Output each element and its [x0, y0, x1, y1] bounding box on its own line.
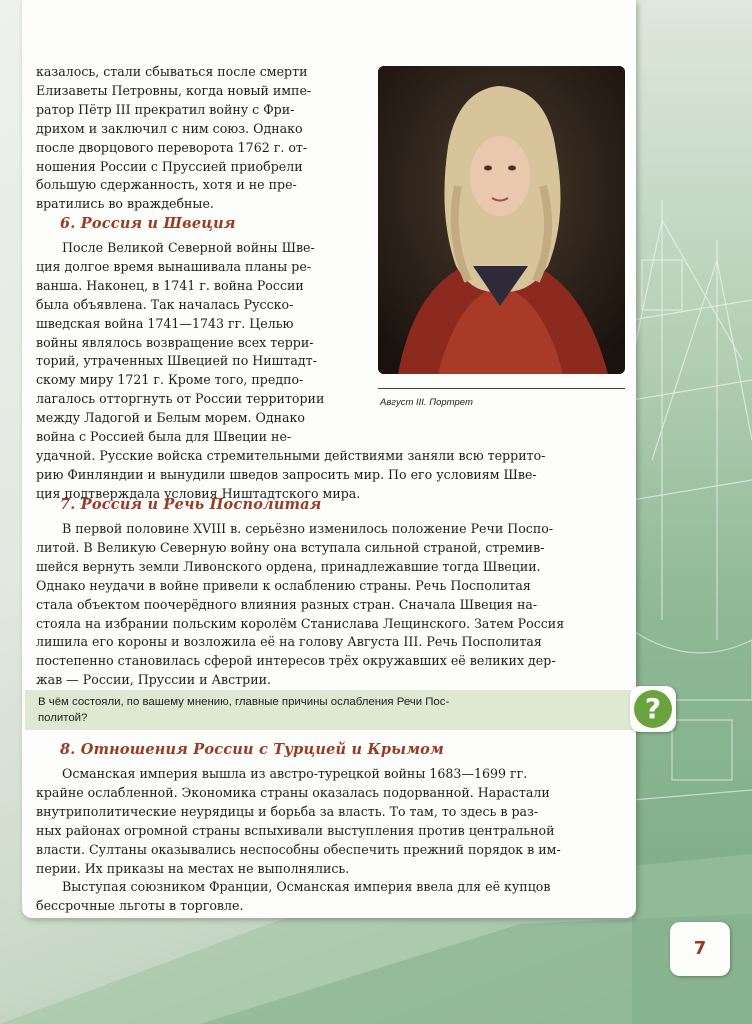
section-7-paragraph — [36, 520, 626, 690]
portrait-painting — [378, 66, 625, 374]
section-8-paragraph — [36, 765, 626, 916]
text-line: Османская империя вышла из австро-турецкой войны 1683—1699 гг. — [62, 766, 528, 781]
text-line: шведская война 1741—1743 гг. Целью — [36, 315, 294, 331]
text-line: казалось, стали сбываться после смерти — [36, 64, 308, 79]
text-line: после дворцового переворота 1762 г. от- — [36, 139, 308, 155]
question-mark-icon: ? — [634, 690, 672, 728]
text-line: В первой половине XVIII в. серьёзно изменилось положение Речи Поспо- — [62, 521, 554, 536]
text-line: Елизаветы Петровны, когда новый импе- — [36, 82, 312, 98]
text-line: дрихом и заключил с ним союз. Однако — [36, 120, 303, 136]
text-line: между Ладогой и Белым морем. Однако — [36, 410, 305, 426]
portrait-caption: Август III. Портрет — [380, 397, 473, 408]
text-line: После Великой Северной войны Шве- — [62, 240, 315, 255]
text-line: скому миру 1721 г. Кроме того, предпо- — [36, 372, 304, 388]
page-number: 7 — [670, 922, 730, 976]
text-line: крайне ослабленной. Экономика страны оказалась подорванной. Нарастали — [36, 784, 550, 800]
text-line: стояла на избрании польским королём Станислава Лещинского. Затем Россия — [36, 615, 565, 631]
portrait-image — [378, 66, 625, 374]
text-line: Однако неудачи в войне привели к ослаблению страны. Речь Посполитая — [36, 577, 531, 593]
ship-engraving-illustration — [632, 200, 752, 880]
text-line: жав — России, Пруссии и Австрии. — [36, 672, 271, 688]
text-line: шейся вернуть земли Ливонского ордена, принадлежавшие тогда Швеции. — [36, 558, 541, 574]
text-line: литой. В Великую Северную войну она вступала сильной страной, стремив- — [36, 539, 545, 555]
text-line: большую сдержанность, хотя и не пре- — [36, 177, 297, 193]
caption-divider — [378, 388, 625, 389]
text-line: ция подтверждала условия Ништадтского мира. — [36, 485, 361, 501]
intro-paragraph — [36, 63, 366, 214]
text-line: лагалось отторгнуть от России территории — [36, 391, 325, 407]
section-8-heading: 8. Отношения России с Турцией и Крымом — [60, 741, 445, 758]
question-line: политой? — [38, 712, 88, 724]
text-line: удачной. Русские войска стремительными действиями заняли всю террито- — [36, 448, 546, 463]
text-line: постепенно становилась сферой интересов трёх окружавших её великих дер- — [36, 653, 556, 669]
text-line: вратились во враждебные. — [36, 196, 214, 212]
question-text — [38, 694, 618, 726]
question-badge — [630, 686, 676, 732]
text-line: ношения России с Пруссией приобрели — [36, 158, 303, 174]
text-line: ванша. Наконец, в 1741 г. война России — [36, 277, 304, 293]
text-line: лишила его короны и возложила её на голову Августа III. Речь Посполитая — [36, 634, 542, 650]
section-6-paragraph — [36, 239, 366, 447]
text-line: стала объектом поочерёдного влияния разных стран. Сначала Швеция на- — [36, 596, 538, 612]
text-line: ция долгое время вынашивала планы ре- — [36, 258, 312, 274]
section-7-heading: 7. Россия и Речь Посполитая — [60, 496, 322, 513]
text-line: внутриполитические неурядицы и борьба за власть. То там, то здесь в раз- — [36, 803, 539, 819]
text-line: ратор Пётр III прекратил войну с Фри- — [36, 101, 295, 117]
text-line: бессрочные льготы в торговле. — [36, 898, 244, 914]
text-line: Выступая союзником Франции, Османская империя ввела для её купцов — [62, 879, 551, 895]
text-line: власти. Султаны оказывались неспособны обеспечить прежний порядок в им- — [36, 841, 561, 857]
text-line: торий, утраченных Швецией по Ништадт- — [36, 353, 317, 369]
section-6-heading: 6. Россия и Швеция — [60, 215, 236, 232]
text-line: была объявлена. Так началась Русско- — [36, 296, 294, 312]
text-line: ных районах огромной страны вспыхивали выступления против центральной — [36, 822, 555, 838]
text-line: рию Финляндии и вынудили шведов запросить мир. По его условиям Шве- — [36, 466, 537, 482]
text-line: война с Россией была для Швеции не- — [36, 429, 292, 445]
text-line: войны являлось возвращение всех терри- — [36, 334, 314, 350]
text-line: перии. Их приказы на местах не выполнялись. — [36, 860, 350, 876]
question-line: В чём состояли, по вашему мнению, главные причины ослабления Речи Пос- — [38, 696, 450, 708]
